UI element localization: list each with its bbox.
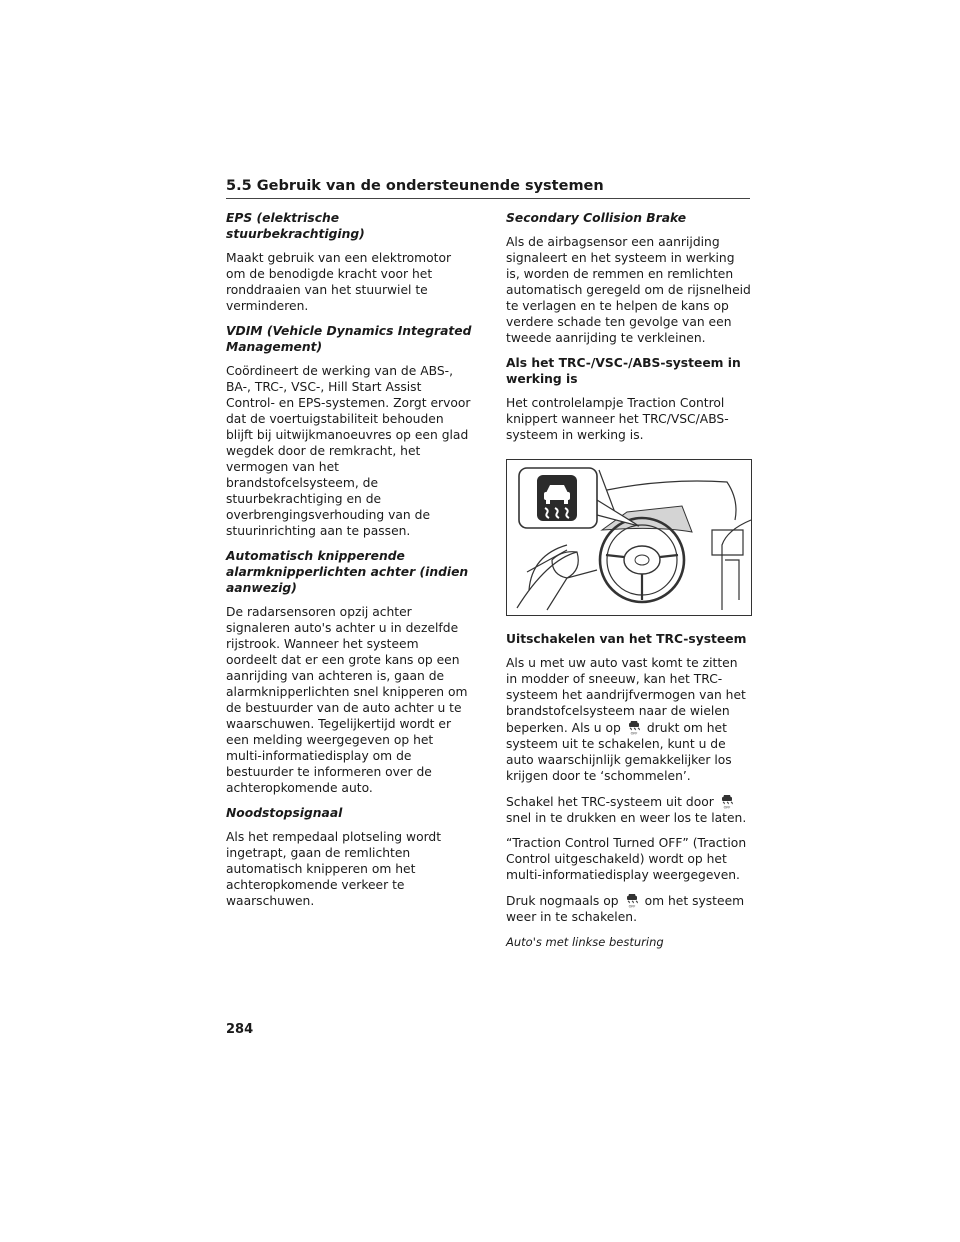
trc-off-text-2: Schakel het TRC-systeem uit door OFF snel in te drukken en weer los te laten. [506, 795, 747, 825]
svg-text:OFF: OFF [723, 805, 731, 809]
vsc-off-switch-icon [720, 793, 734, 809]
trc-off-text-3: “Traction Control Turned OFF” (Traction Control uitgeschakeld) wordt op het multi-informatiedisplay weergegeven. [506, 836, 747, 882]
eps-text: Maakt gebruik van een elektromotor om de benodigde kracht voor het ronddraaien van het stuurwiel te verminderen. [226, 251, 452, 313]
vsc-off-switch-icon [625, 892, 639, 908]
scb-heading: Secondary Collision Brake [506, 211, 687, 225]
trc-active-text: Het controlelampje Traction Control knippert wanneer het TRC/VSC/ABS-systeem in werking is. [506, 396, 729, 442]
trc-off-text-4: Druk nogmaals op OFF om het systeem weer in te schakelen. [506, 894, 745, 924]
lhd-note: Auto's met linkse besturing [506, 935, 664, 949]
trc-off-text-1: Als u met uw auto vast komt te zitten in modder of sneeuw, kan het TRC-systeem het aandrijfvermogen van het brandstofcelsysteem naar de wielen beperken. Als u op OFF drukt om het systeem uit te schakelen, kunt u de auto waarschijnlijk gemakkelijker los krijgen door te ‘schommelen’. [506, 656, 746, 783]
vsc-off-switch-icon [627, 719, 641, 735]
left-column [226, 210, 472, 918]
emergency-stop-text: Als het rempedaal plotseling wordt ingetrapt, gaan de remlichten automatisch knipperen om het achteropkomende verkeer te waarschuwen. [226, 830, 442, 908]
emergency-stop-heading: Noodstopsignaal [226, 806, 343, 820]
dashboard-illustration [506, 459, 752, 616]
vdim-heading: VDIM (Vehicle Dynamics Integrated Management) [226, 324, 472, 354]
trc-active-heading: Als het TRC-/VSC-/ABS-systeem in werking is [506, 356, 741, 386]
scb-text: Als de airbagsensor een aanrijding signaleert en het systeem in werking is, worden de remmen en remlichten automatisch geregeld om de rijsnelheid te verlagen en te helpen de kans op verdere schade ten gevolge van een tweede aanrijding te verkleinen. [506, 235, 751, 345]
svg-text:OFF: OFF [630, 731, 638, 735]
auto-hazard-text: De radarsensoren opzij achter signaleren auto's achter u in dezelfde rijstrook. Wanneer het systeem oordeelt dat er een grote kans op een aanrijding van achteren is, gaan de alarmknipperlichten snel knipperen om de bestuurder van de auto achter u te waarschuwen. Tegelijkertijd wordt er een melding weergegeven op het multi-informatiedisplay om de bestuurder te informeren over de achteropkomende auto. [226, 605, 468, 795]
eps-heading: EPS (elektrische stuurbekrachtiging) [226, 211, 365, 241]
section-header: 5.5 Gebruik van de ondersteunende systemen [226, 178, 750, 199]
trc-off-heading: Uitschakelen van het TRC-systeem [506, 632, 747, 646]
page-number: 284 [226, 1022, 254, 1037]
auto-hazard-heading: Automatisch knipperende alarmknipperlichten achter (indien aanwezig) [226, 549, 469, 595]
svg-text:OFF: OFF [628, 904, 635, 908]
vdim-text: Coördineert de werking van de ABS-, BA-, TRC-, VSC-, Hill Start Assist Control- en EPS-systemen. Zorgt ervoor dat de voertuigstabiliteit behouden blijft bij uitwijkmanoeuvres op een glad wegdek door de remkracht, het vermogen van het brandstofcelsysteem, de stuurbekrachtiging en de overbrengingsverhouding van de stuurinrichting aan te passen. [226, 364, 471, 538]
traction-control-icon [537, 475, 577, 521]
right-column [506, 210, 752, 959]
dashboard-drawing [507, 460, 751, 615]
